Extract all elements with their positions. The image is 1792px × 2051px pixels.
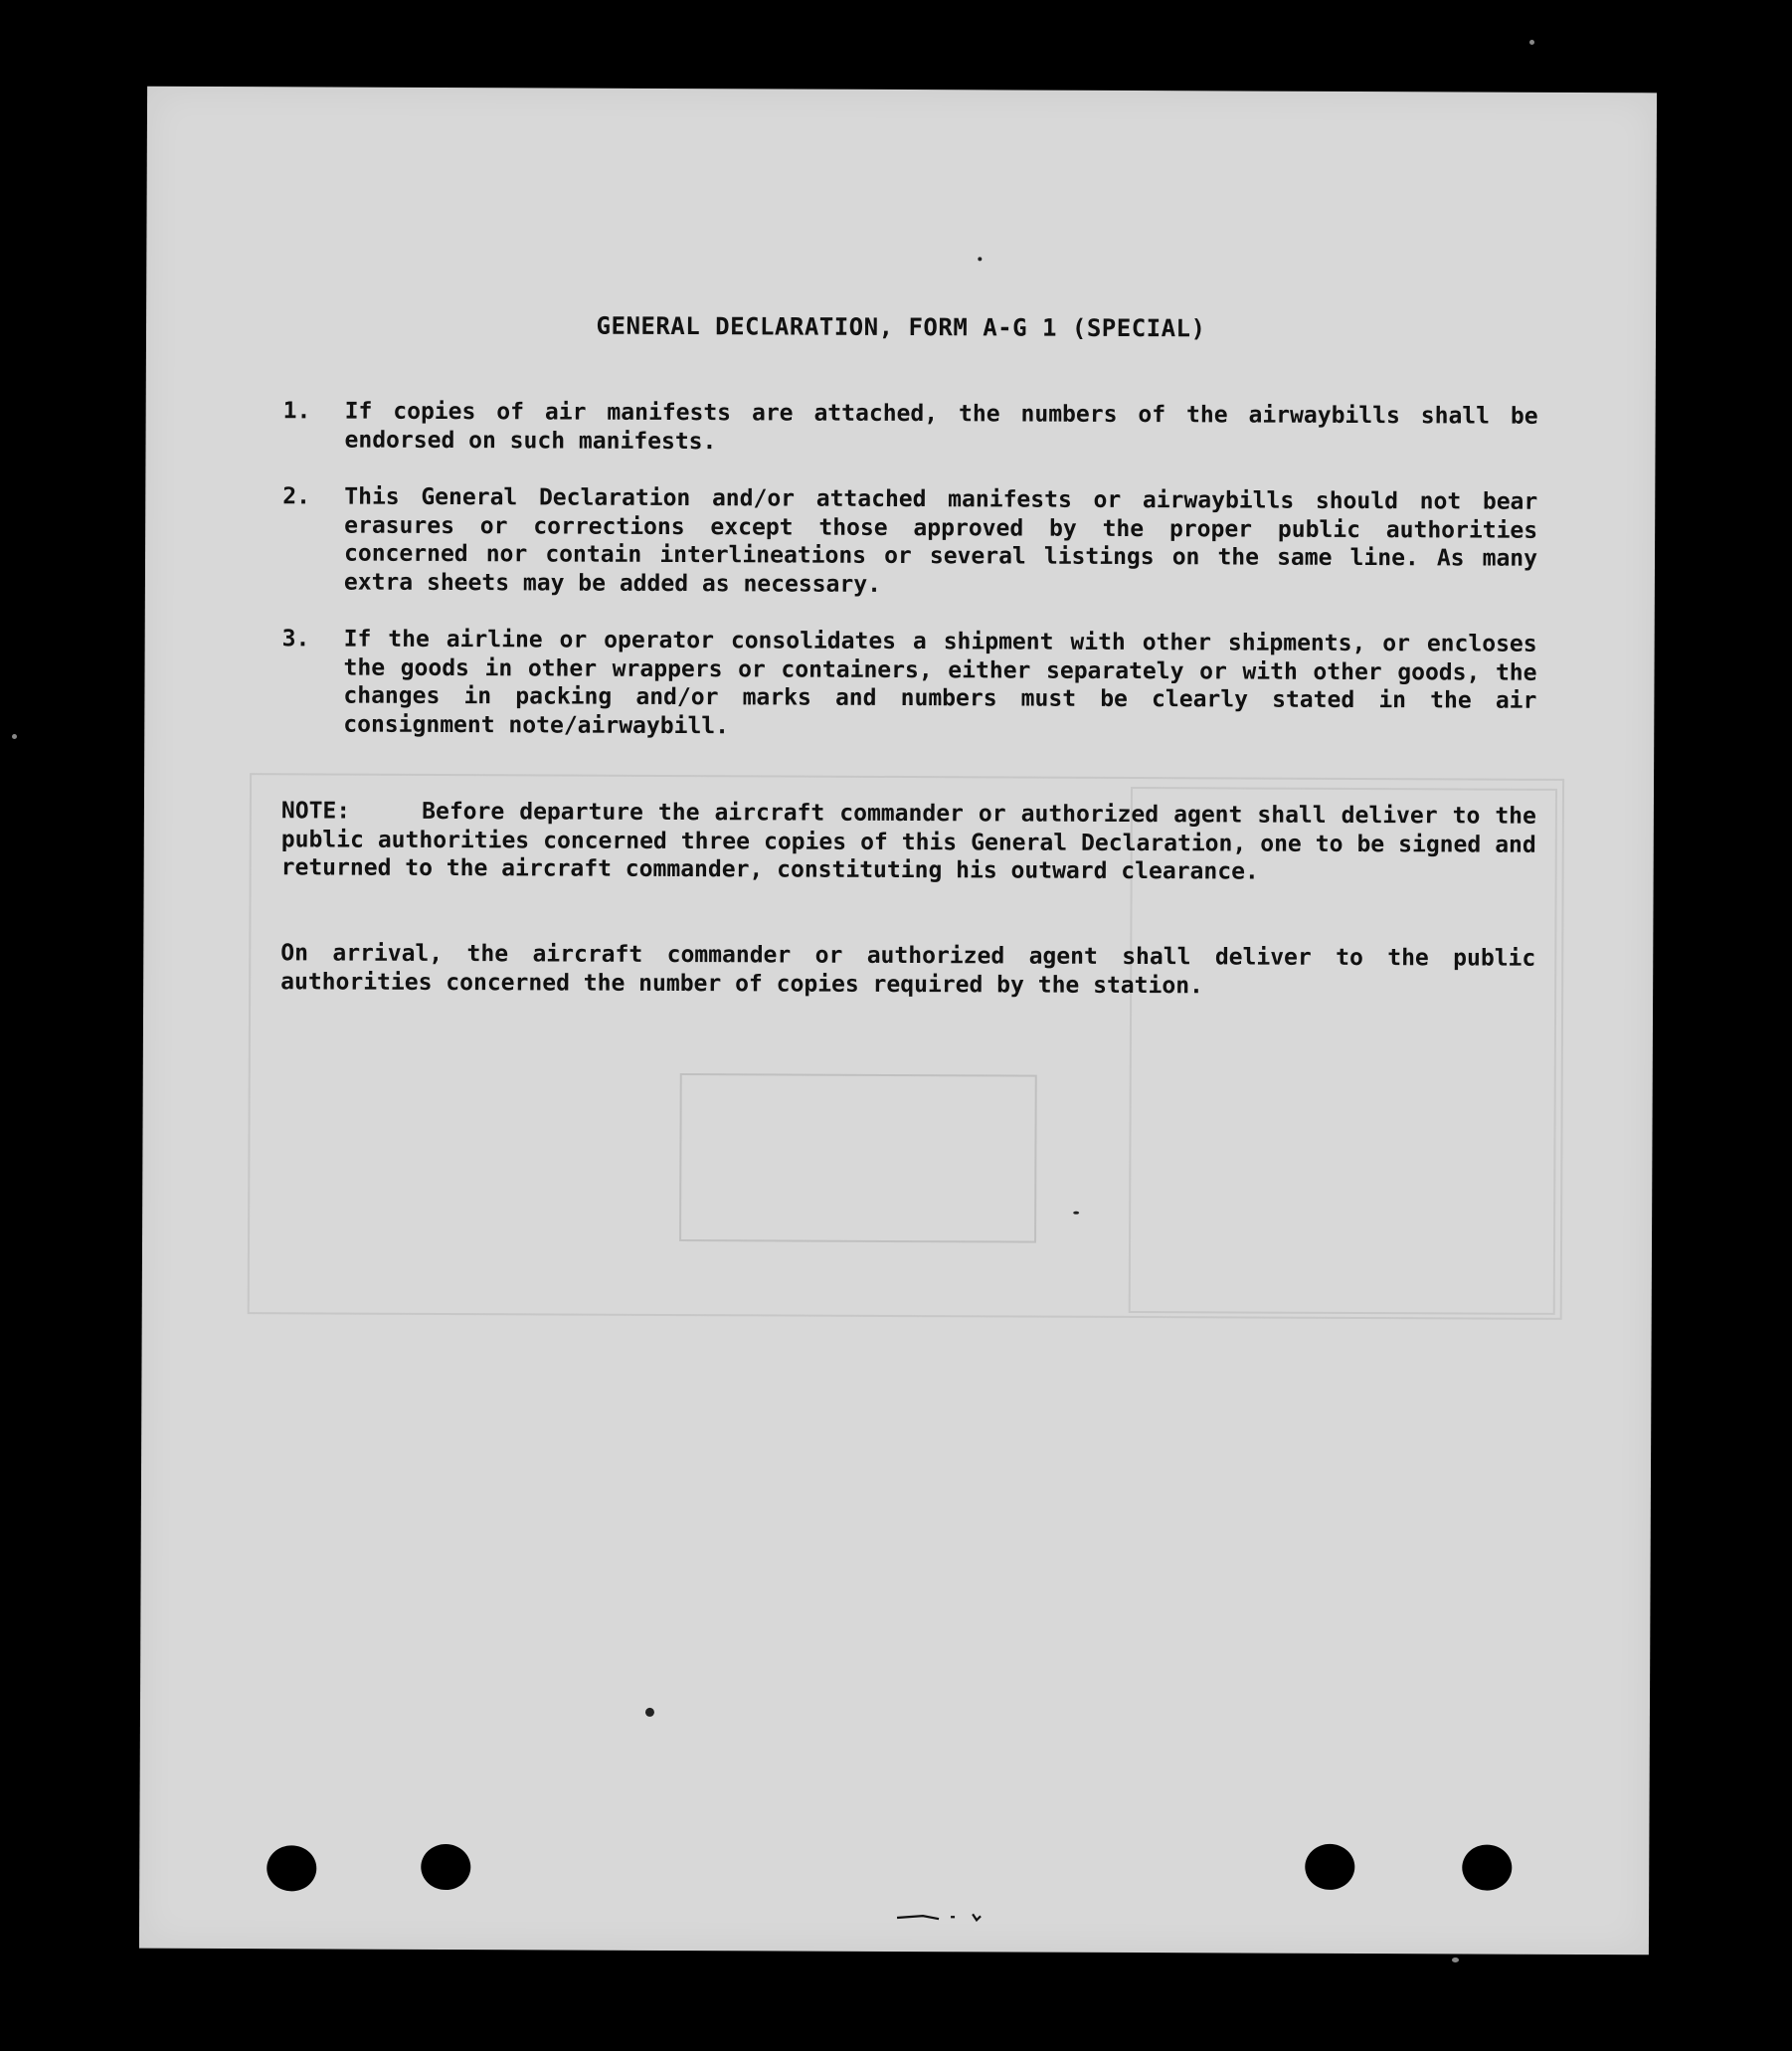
punch-hole xyxy=(421,1844,470,1890)
bleed-through-artifacts xyxy=(139,87,1657,1956)
list-item xyxy=(281,625,1536,744)
note-label: NOTE: xyxy=(280,798,351,825)
item-text: If the airline or operator consolidates a shipment with other shipments, or encloses the goods in other wrappers or containers, either separately or with other goods, the changes in packing and/or marks and numbers must be clearly stated in the air consignment note/airwaybill. xyxy=(343,626,1537,739)
speck xyxy=(1452,1958,1459,1962)
punch-hole xyxy=(1462,1844,1512,1890)
speck xyxy=(12,734,17,739)
note-text: Before departure the aircraft commander or authorized agent shall deliver to the public authorities concerned three copies of this General Declaration, one to be signed and returned to the aircraft commander, constituting his outward clearance. xyxy=(280,798,1536,885)
item-number: 1. xyxy=(282,398,311,425)
note-paragraph xyxy=(281,797,1536,887)
bleed-through-box xyxy=(679,1073,1037,1243)
item-text: If copies of air manifests are attached, the numbers of the airwaybills shall be endorsed on such manifests. xyxy=(344,398,1538,455)
bottom-scratch-mark xyxy=(895,1910,985,1924)
punch-hole xyxy=(1305,1844,1354,1890)
list-item xyxy=(282,397,1537,460)
speck xyxy=(978,257,982,261)
speck xyxy=(1529,40,1534,45)
punch-hole xyxy=(267,1845,316,1891)
speck xyxy=(1073,1212,1079,1214)
item-text: This General Declaration and/or attached manifests or airwaybills should not bear erasures or corrections except those approved by the proper public authorities concerned nor contain interlineations or several listings on the same line. As many extra sheets may be added as necessary. xyxy=(343,483,1538,598)
item-number: 2. xyxy=(282,483,311,510)
document-title: GENERAL DECLARATION, FORM A-G 1 (SPECIAL) xyxy=(596,311,1206,343)
list-item xyxy=(282,482,1537,602)
speck xyxy=(645,1708,654,1717)
item-number: 3. xyxy=(281,626,310,653)
arrival-paragraph: On arrival, the aircraft commander or authorized agent shall deliver to the public authorities concerned the number of copies required by the station. xyxy=(280,940,1536,999)
document-sheet xyxy=(139,87,1657,1956)
